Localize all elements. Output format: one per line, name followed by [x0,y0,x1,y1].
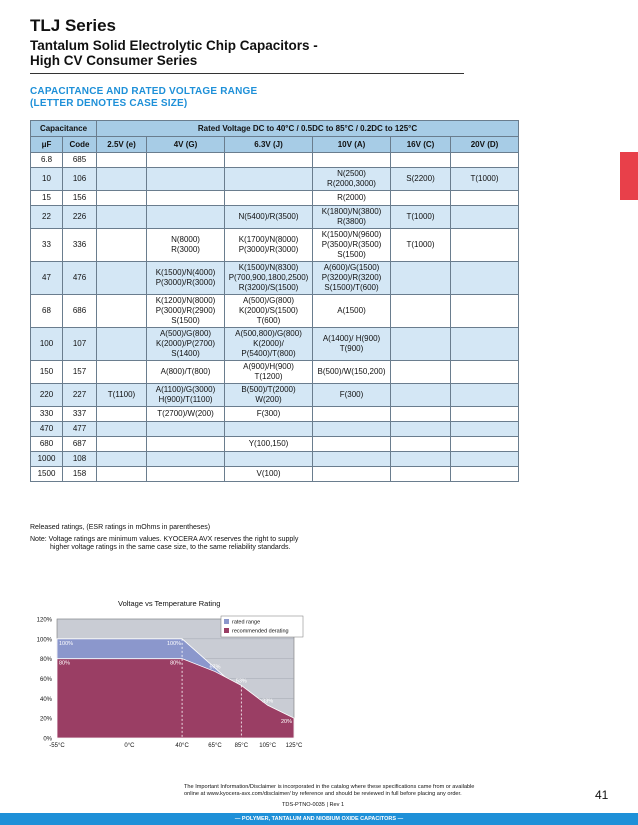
table-row [31,452,519,467]
table-cell [313,437,391,452]
x-tick-label: 125°C [285,743,303,749]
table-cell: 47 [31,262,63,295]
column-header: 10V (A) [313,137,391,153]
table-cell: 1500 [31,467,63,482]
table-cell [97,262,147,295]
table-cell: 22 [31,206,63,229]
table-cell: 156 [63,191,97,206]
table-cell: 6.8 [31,153,63,168]
table-cell: K(1700)/N(8000) P(3000)/R(3000) [225,229,313,262]
table-cell: 470 [31,422,63,437]
table-cell: A(1500) [313,295,391,328]
x-tick-label: 65°C [208,743,222,749]
table-cell: A(500,800)/G(800) K(2000)/ P(5400)/T(800) [225,328,313,361]
column-header: 20V (D) [451,137,519,153]
table-notes [30,524,298,553]
data-label: 100% [167,640,182,647]
table-cell: 106 [63,168,97,191]
table-cell [147,206,225,229]
table-row [31,437,519,452]
table-cell [97,452,147,467]
table-body [31,153,519,482]
disclaimer [184,784,514,798]
table-row [31,384,519,407]
data-label: 80% [59,660,71,667]
table-cell [391,295,451,328]
disclaimer-line-2: online at www.kyocera-avx.com/disclaimer/ by reference and should be reviewed in full before placing any order. [184,791,462,797]
y-tick-label: 80% [39,657,52,664]
table-cell: K(1500)/N(8300) P(700,900,1800,2500) R(3200)/S(1500) [225,262,313,295]
table-cell: K(1500)/N(9600) P(3500)/R(3500) S(1500) [313,229,391,262]
table-cell [391,328,451,361]
y-tick-label: 100% [36,637,52,644]
rated-voltage-group-header: Rated Voltage DC to 40°C / 0.5DC to 85°C / 0.2DC to 125°C [97,121,519,137]
table-cell [97,191,147,206]
table-cell: A(600)/G(1500) P(3200)/R(3200) S(1500)/T(600) [313,262,391,295]
table-cell [97,168,147,191]
table-cell [147,467,225,482]
x-tick-label: 85°C [234,743,249,749]
table-cell: K(1500)/N(4000) P(3000)/R(3000) [147,262,225,295]
table-cell [97,422,147,437]
data-label: 53% [235,678,247,685]
title-divider [30,73,464,74]
capacitance-group-header: Capacitance [31,121,97,137]
table-cell: 477 [63,422,97,437]
table-cell [147,422,225,437]
table-cell: F(300) [313,384,391,407]
table-cell [451,422,519,437]
capacitance-voltage-table [30,120,519,482]
table-cell [391,361,451,384]
table-cell: S(2200) [391,168,451,191]
column-header: Code [63,137,97,153]
y-tick-label: 120% [36,617,52,624]
table-cell [451,262,519,295]
section-tab-marker [620,152,638,200]
table-cell: K(1800)/N(3800) R(3800) [313,206,391,229]
table-cell [97,437,147,452]
table-cell [451,407,519,422]
y-tick-label: 20% [39,716,52,723]
table-cell: 220 [31,384,63,407]
table-row [31,328,519,361]
table-cell: 150 [31,361,63,384]
table-row [31,467,519,482]
table-cell: 158 [63,467,97,482]
page-number: 41 [595,788,609,802]
table-cell [147,168,225,191]
table-cell [225,452,313,467]
section-heading-line-2: (LETTER DENOTES CASE SIZE) [30,98,188,109]
table-cell: 337 [63,407,97,422]
table-cell: K(1200)/N(8000) P(3000)/R(2900) S(1500) [147,295,225,328]
table-cell [451,437,519,452]
table-cell: T(1000) [391,206,451,229]
table-cell: 476 [63,262,97,295]
table-cell [147,191,225,206]
table-cell [451,384,519,407]
table-cell [97,206,147,229]
table-cell: 15 [31,191,63,206]
table-row [31,262,519,295]
table-cell [391,407,451,422]
table-cell [225,153,313,168]
table-cell: 108 [63,452,97,467]
table-cell [97,295,147,328]
y-tick-label: 0% [43,736,52,743]
table-cell: 336 [63,229,97,262]
table-cell: T(1000) [451,168,519,191]
column-header: 16V (C) [391,137,451,153]
table-cell: N(8000) R(3000) [147,229,225,262]
data-label: 67% [209,664,221,671]
table-cell [391,437,451,452]
x-tick-label: 105°C [259,743,277,749]
disclaimer-line-1: The Important Information/Disclaimer is incorporated in the catalog where these specifications came from or available [184,784,475,790]
table-cell [97,467,147,482]
section-heading [30,86,257,110]
table-row [31,407,519,422]
table-cell: T(2700)/W(200) [147,407,225,422]
table-cell [451,153,519,168]
table-cell [391,153,451,168]
table-cell [147,153,225,168]
table-cell [451,328,519,361]
table-cell: 226 [63,206,97,229]
table-row [31,295,519,328]
table-cell: T(1000) [391,229,451,262]
footer-bar: — POLYMER, TANTALUM AND NIOBIUM OXIDE CAPACITORS — [0,813,638,825]
table-cell [313,407,391,422]
legend-swatch [224,619,229,624]
table-cell: V(100) [225,467,313,482]
table-row [31,168,519,191]
y-tick-label: 40% [39,696,52,703]
table-row [31,206,519,229]
table-cell: 10 [31,168,63,191]
table-cell [391,384,451,407]
table-cell [451,229,519,262]
table-cell [147,437,225,452]
table-cell: R(2000) [313,191,391,206]
table-row [31,191,519,206]
voltage-temperature-chart [0,595,320,760]
table-row [31,229,519,262]
x-tick-label: 0°C [124,743,135,749]
y-tick-label: 60% [39,677,52,683]
table-cell: B(500)/W(150,200) [313,361,391,384]
section-heading-line-1: CAPACITANCE AND RATED VOLTAGE RANGE [30,86,258,97]
table-cell [451,206,519,229]
table-cell [97,407,147,422]
x-tick-label: -55°C [49,743,65,749]
table-cell: 1000 [31,452,63,467]
table-cell: A(900)/H(900) T(1200) [225,361,313,384]
table-cell: B(500)/T(2000) W(200) [225,384,313,407]
table-cell: 157 [63,361,97,384]
table-cell: Y(100,150) [225,437,313,452]
table-cell: N(5400)/R(3500) [225,206,313,229]
table-cell: F(300) [225,407,313,422]
table-row [31,153,519,168]
table-cell: 107 [63,328,97,361]
chart-title: Voltage vs Temperature Rating [118,599,221,608]
table-cell [97,229,147,262]
table-cell [313,452,391,467]
table-cell [97,328,147,361]
table-cell: 685 [63,153,97,168]
table-cell [451,452,519,467]
table-row [31,361,519,384]
table-cell [391,262,451,295]
document-id: TDS-PTNO-0035 | Rev 1 [282,802,345,808]
page-subtitle [30,38,318,68]
table-cell [313,153,391,168]
table-cell: A(800)/T(800) [147,361,225,384]
column-header-row [31,137,519,153]
table-cell [391,191,451,206]
table-cell: 686 [63,295,97,328]
legend-swatch [224,628,229,633]
legend-label: recommended derating [232,628,289,635]
column-header: 6.3V (J) [225,137,313,153]
table-cell [97,361,147,384]
table-cell [451,295,519,328]
table-cell: A(500)/G(800) K(2000)/P(2700) S(1400) [147,328,225,361]
notes-voltage-note: Note: Voltage ratings are minimum values. KYOCERA AVX reserves the right to supply [30,535,299,543]
table-cell [313,467,391,482]
x-tick-label: 40°C [175,743,189,749]
table-cell [451,191,519,206]
table-cell [391,452,451,467]
notes-released-ratings: Released ratings, (ESR ratings in mOhms in parentheses) [30,524,211,531]
table-cell [451,361,519,384]
table-cell [147,452,225,467]
column-header: 4V (G) [147,137,225,153]
table-cell [225,168,313,191]
table-cell: A(500)/G(800) K(2000)/S(1500) T(600) [225,295,313,328]
table-cell: 330 [31,407,63,422]
data-label: 20% [280,719,292,726]
table-cell: 687 [63,437,97,452]
subtitle-line-1: Tantalum Solid Electrolytic Chip Capacitors - [30,38,318,53]
table-cell: 227 [63,384,97,407]
data-label: 100% [59,640,74,647]
table-cell [225,191,313,206]
column-header: 2.5V (e) [97,137,147,153]
column-header: μF [31,137,63,153]
table-cell [225,422,313,437]
table-cell: 68 [31,295,63,328]
data-label: 33% [262,698,274,705]
table-cell [391,422,451,437]
table-cell: A(1400)/ H(900) T(900) [313,328,391,361]
table-cell: 33 [31,229,63,262]
subtitle-line-2: High CV Consumer Series [30,53,198,68]
table-cell: N(2500) R(2000,3000) [313,168,391,191]
table-row [31,422,519,437]
page-title: TLJ Series [30,16,116,35]
data-label: 80% [170,660,182,667]
legend-label: rated range [232,619,261,626]
table-cell: 680 [31,437,63,452]
table-cell: T(1100) [97,384,147,407]
table-cell: A(1100)/G(3000) H(900)/T(1100) [147,384,225,407]
table-cell [391,467,451,482]
notes-voltage-note-cont: higher voltage ratings in the same case size, to the same reliability standards. [50,544,291,551]
table-cell [97,153,147,168]
chart-svg [0,595,320,760]
table-cell: 100 [31,328,63,361]
table-cell [451,467,519,482]
table-cell [313,422,391,437]
